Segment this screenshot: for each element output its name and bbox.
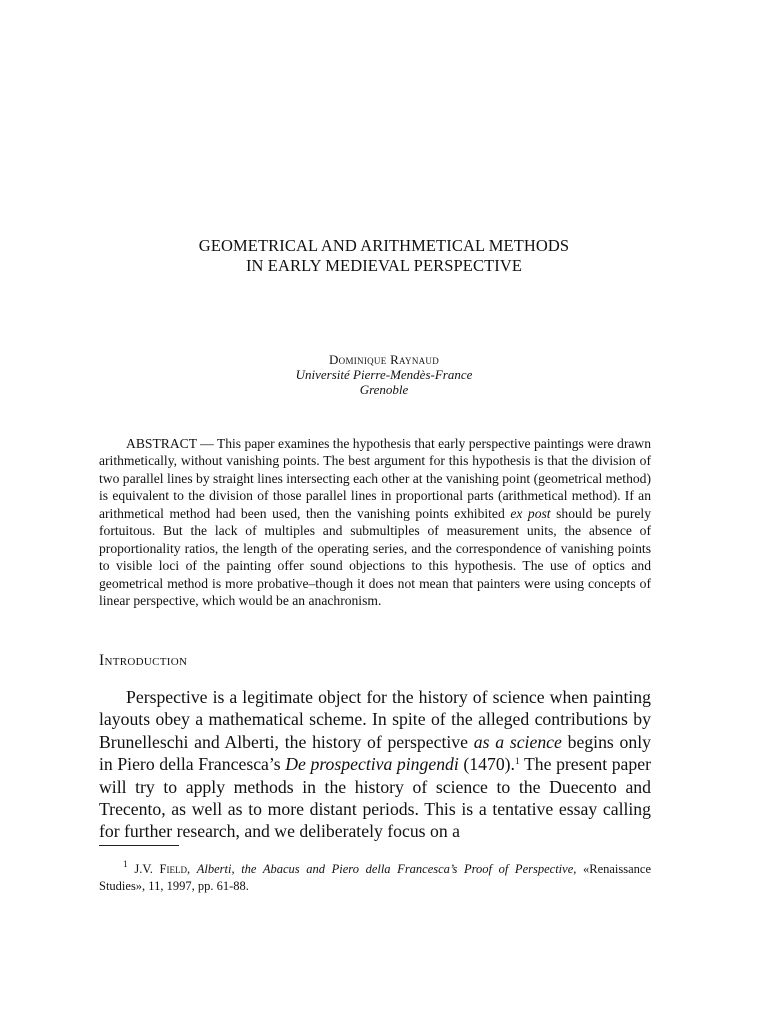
footnote-initials: J.V. [134,862,160,876]
abstract-italic-ex-post: ex post [510,505,551,521]
title-line-2: IN EARLY MEDIEVAL PERSPECTIVE [245,256,523,275]
body-paragraph [99,686,651,843]
abstract-text-1: ABSTRACT — This paper examines the hypothesis that early perspective paintings were drawn arithmetically, without vanishing points. The best argument for this hypothesis is that the division of two parallel lines by straight lines intersecting each other at the vanishing point (geometrical method) is equivalent to the division of those parallel lines in proportional parts (arithmetical method). If an arithmetical method had been used, then the vanishing points exhibited [99,436,652,521]
footnote-title: Alberti, the Abacus and Piero della Francesca’s Proof of Perspective [196,862,574,876]
abstract-text-2: should be purely fortuitous. But the lack of multiples and submultiples of measurement units, the absence of proportionality ratios, the length of the operating series, and the correspondence of vanishing points to visible loci of the painting offer sound objections to this hypothesis. The use of optics and geometrical method is more probative–though it does not mean that painters were using concepts of linear perspective, which would be an anachronism. [99,505,651,609]
title-line-1: GEOMETRICAL AND ARITHMETICAL METHODS [198,236,570,255]
abstract [99,435,651,610]
body-text-4: The present paper will try to apply methods in the history of science to the Duecento and Trecento, as well as to more distant periods. This is a tentative essay calling for further research, and we deliberately focus on a [99,754,651,842]
footnote-rest: , «Renaissance Studies», 11, 1997, pp. 61-88. [99,862,652,893]
footnote-number: 1 [123,860,128,870]
body-italic-de-prospectiva: De prospectiva pingendi [285,754,459,775]
footnote-reference[interactable]: 1 [514,757,520,768]
author-city: Grenoble [359,382,409,397]
author-affiliation: Université Pierre-Mendès-France [295,367,473,382]
author-name: Dominique Raynaud [328,352,440,367]
body-text-2: begins only in Piero della Francesca’s [99,731,651,775]
body-text-1: Perspective is a legitimate object for the history of science when painting layouts obey a mathematical scheme. In spite of the alleged contributions by Brunelleschi and Alberti, the history of perspective [99,687,651,752]
footnote-separator: , [186,862,197,876]
section-heading-introduction: Introduction [99,652,188,669]
footnote-1 [99,861,651,894]
footnote-divider [99,845,179,846]
paper-title [100,236,668,276]
body-italic-as-a-science: as a science [473,731,562,752]
body-text-3: (1470). [458,754,515,775]
author-block [150,352,618,397]
footnote-author-surname: Field [159,862,187,876]
